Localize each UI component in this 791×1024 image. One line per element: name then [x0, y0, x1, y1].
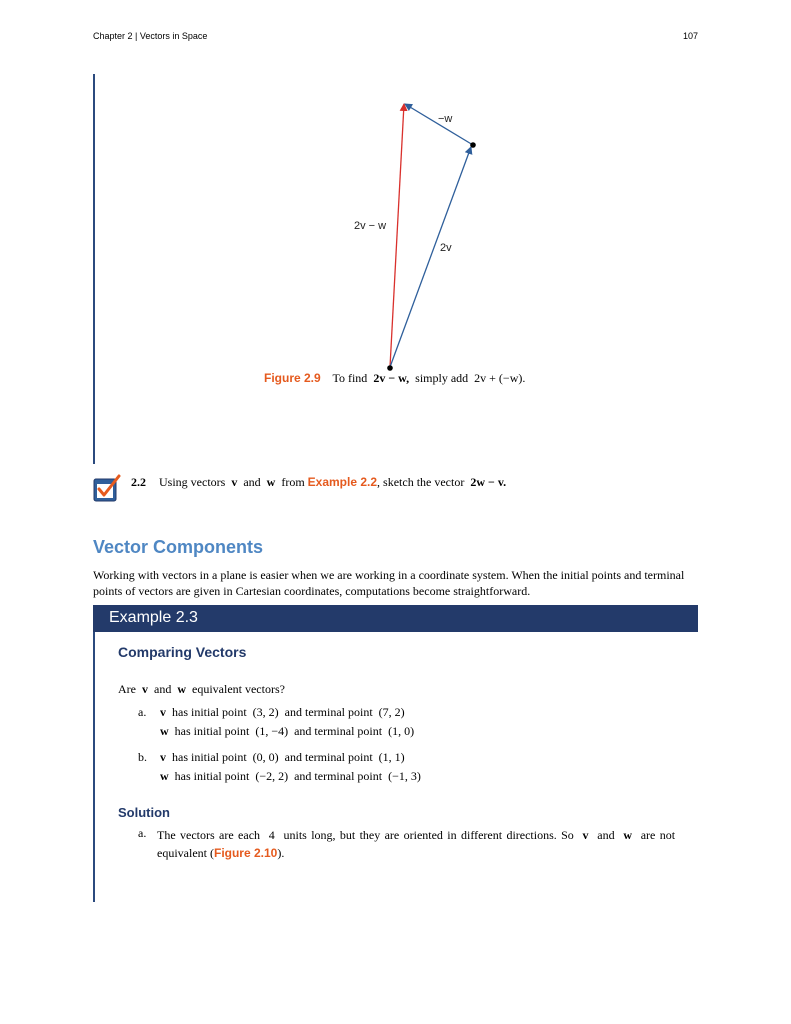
- item-b-vec-v: v: [160, 750, 166, 764]
- solution-vec-w: w: [623, 828, 632, 842]
- item-a-line-1-text-1: has initial point: [172, 705, 247, 719]
- vector-2v-minus-w-arrow: [390, 104, 404, 367]
- solution-text-1: The vectors are each: [157, 828, 261, 842]
- figure-caption: [264, 371, 704, 386]
- solution-text-3: are not equivalent (: [157, 828, 676, 860]
- checkpoint-text-1: Using vectors: [159, 475, 226, 489]
- checkpoint-number: 2.2: [131, 475, 146, 489]
- item-b-line-2-text-1: has initial point: [174, 769, 250, 783]
- chapter-title: Chapter 2 | Vectors in Space: [93, 31, 208, 41]
- item-b-letter: b.: [138, 750, 147, 764]
- caption-text-1: To find: [332, 371, 368, 385]
- solution-text-2: units long, but they are oriented in different directions. So: [283, 828, 574, 842]
- item-b-line-2: [160, 769, 421, 784]
- item-a-line-1: [160, 705, 405, 720]
- item-a-line-2: [160, 724, 414, 739]
- item-b-line-1-text-2: and terminal point: [284, 750, 373, 764]
- tip-point-2v: [470, 142, 476, 148]
- section-title: Vector Components: [93, 537, 264, 557]
- item-b-line-2-point-1: (−2, 2): [255, 769, 289, 783]
- label-2v: 2v: [440, 242, 452, 254]
- item-a-line-2-text-2: and terminal point: [294, 724, 383, 738]
- caption-math-1: 2v − w,: [373, 371, 410, 385]
- question-text-1: Are: [118, 682, 136, 696]
- example-title: Example 2.3: [109, 609, 198, 626]
- checkpoint-text: [159, 475, 506, 490]
- solution-a-letter: a.: [138, 826, 147, 840]
- page-number: 107: [682, 31, 698, 41]
- caption-math-2: 2v + (−w).: [474, 371, 526, 385]
- checkpoint-vec-v: v: [231, 475, 238, 489]
- item-b-vec-w: w: [160, 769, 169, 783]
- example-title-bar: [93, 605, 698, 632]
- label-neg-w: −w: [438, 113, 453, 125]
- item-a-line-2-point-2: (1, 0): [388, 724, 415, 738]
- figure-number: Figure 2.9: [264, 371, 321, 385]
- item-b-line-1-text-1: has initial point: [172, 750, 247, 764]
- checkpoint-box: [93, 474, 698, 504]
- checkpoint-icon: [93, 474, 121, 502]
- vector-diagram: [0, 0, 791, 400]
- figure-2-10-link[interactable]: Figure 2.10: [213, 846, 278, 860]
- item-b-line-2-point-2: (−1, 3): [388, 769, 421, 783]
- example-subtitle: Comparing Vectors: [118, 644, 247, 660]
- checkpoint-and: and: [243, 475, 261, 489]
- example-2-2-link[interactable]: Example 2.2: [307, 475, 378, 489]
- solution-text-4: ).: [277, 846, 285, 860]
- question-and: and: [154, 682, 172, 696]
- item-a-vec-w: w: [160, 724, 169, 738]
- item-b-line-1-point-2: (1, 1): [378, 750, 405, 764]
- item-b-line-1: [160, 750, 405, 765]
- item-a-vec-v: v: [160, 705, 166, 719]
- checkpoint-text-2: , sketch the vector: [377, 475, 465, 489]
- solution-and: and: [597, 828, 615, 842]
- origin-point: [387, 365, 393, 371]
- item-b-line-2-text-2: and terminal point: [294, 769, 383, 783]
- solution-length: 4: [268, 828, 275, 842]
- item-a-line-2-point-1: (1, −4): [255, 724, 289, 738]
- solution-heading: Solution: [118, 805, 170, 820]
- vector-2v-arrow: [390, 147, 471, 367]
- checkpoint-from: from: [281, 475, 305, 489]
- solution-a-text: [157, 826, 675, 862]
- item-b-line-1-point-1: (0, 0): [252, 750, 279, 764]
- item-a-line-1-text-2: and terminal point: [284, 705, 373, 719]
- checkpoint-vec-w: w: [266, 475, 276, 489]
- item-a-letter: a.: [138, 705, 147, 719]
- solution-vec-v: v: [582, 828, 589, 842]
- question-text-2: equivalent vectors?: [192, 682, 285, 696]
- question-vec-v: v: [142, 682, 148, 696]
- caption-text-2: simply add: [415, 371, 469, 385]
- question-vec-w: w: [177, 682, 186, 696]
- section-paragraph: Working with vectors in a plane is easier when we are working in a coordinate system. When the initial points and terminal points of vectors are given in Cartesian coordinates, computations become straightforward.: [93, 568, 685, 598]
- example-margin-rule: [93, 632, 95, 902]
- item-a-line-2-text-1: has initial point: [174, 724, 250, 738]
- example-question: [118, 682, 285, 697]
- item-a-line-1-point-1: (3, 2): [252, 705, 279, 719]
- checkpoint-math: 2w − v.: [470, 475, 507, 489]
- item-a-line-1-point-2: (7, 2): [378, 705, 405, 719]
- label-2v-minus-w: 2v − w: [354, 220, 387, 232]
